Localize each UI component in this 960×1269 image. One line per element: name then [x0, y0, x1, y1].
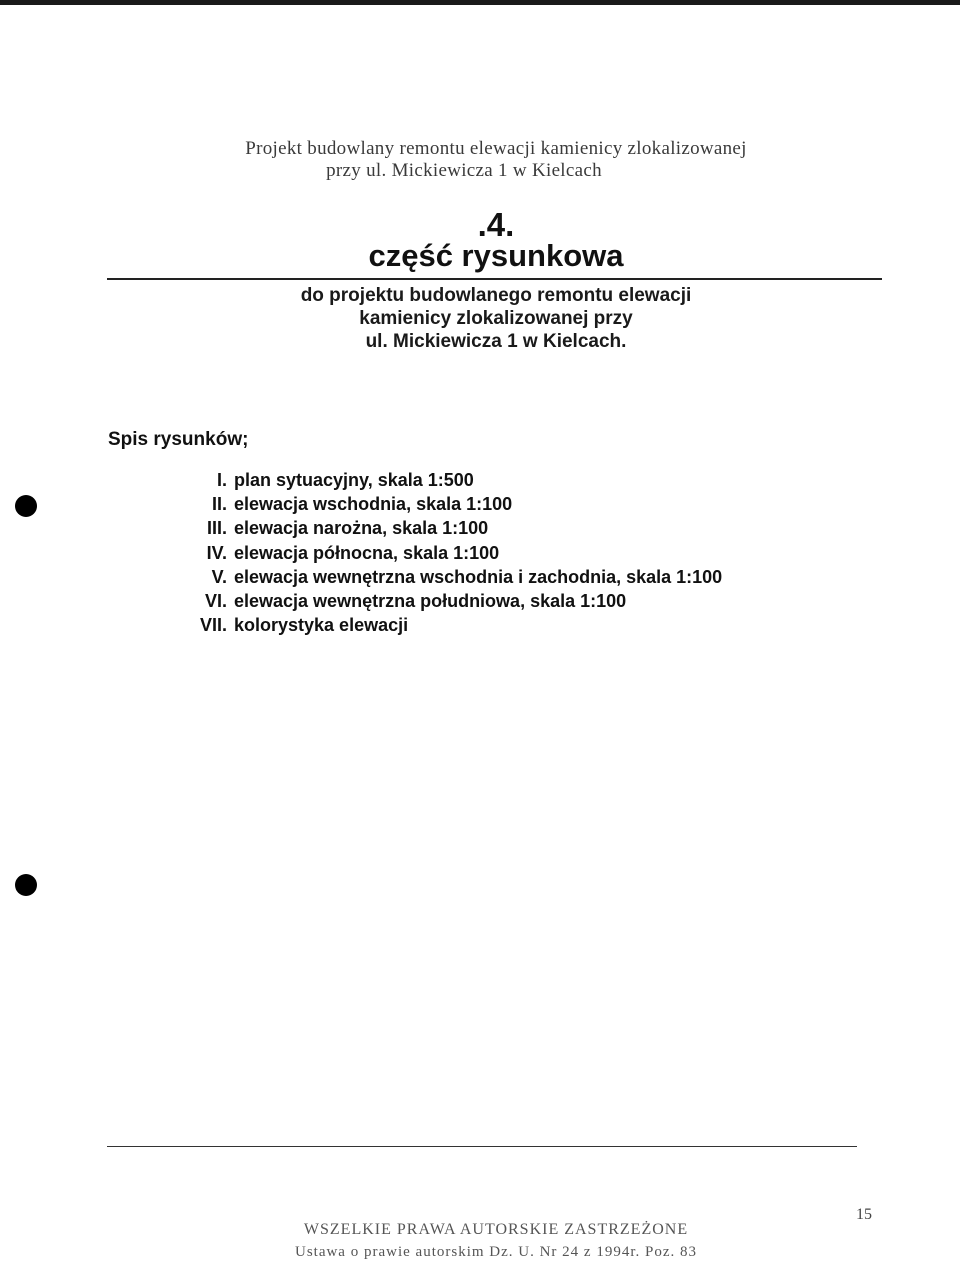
- binder-hole-mark-upper: [15, 495, 37, 517]
- drawing-label: elewacja narożna, skala 1:100: [234, 518, 489, 539]
- drawing-list-item: [150, 541, 722, 565]
- title-divider: [107, 278, 882, 280]
- drawing-label: elewacja północna, skala 1:100: [234, 542, 500, 563]
- drawing-number: VII.: [199, 615, 227, 636]
- drawings-list: [150, 468, 722, 638]
- drawing-list-item: [150, 614, 722, 638]
- project-header-line-1: Projekt budowlany remontu elewacji kamienicy zlokalizowanej: [245, 138, 747, 159]
- section-subtitle-line-1: do projektu budowlanego remontu elewacji: [300, 285, 692, 306]
- drawing-number: I.: [216, 469, 227, 490]
- copyright-law-reference: Ustawa o prawie autorskim Dz. U. Nr 24 z 1994r. Poz. 83: [294, 1244, 697, 1260]
- page-number: 15: [856, 1206, 872, 1223]
- project-header-line-2: przy ul. Mickiewicza 1 w Kielcach: [326, 160, 602, 181]
- drawing-number: V.: [211, 566, 227, 587]
- section-title: część rysunkowa: [368, 238, 624, 273]
- drawings-list-heading: Spis rysunków;: [108, 429, 249, 450]
- drawing-number: IV.: [206, 542, 227, 563]
- drawing-list-item: [150, 492, 722, 516]
- page-top-border: [0, 0, 960, 5]
- copyright-notice: WSZELKIE PRAWA AUTORSKIE ZASTRZEŻONE: [303, 1221, 689, 1238]
- section-subtitle-line-3: ul. Mickiewicza 1 w Kielcach.: [365, 331, 627, 352]
- drawing-number: VI.: [204, 591, 227, 612]
- drawing-list-item: [150, 565, 722, 589]
- footer-divider: [107, 1146, 857, 1147]
- drawing-list-item: [150, 589, 722, 613]
- drawing-list-item: [150, 468, 722, 492]
- section-number: .4.: [477, 206, 515, 243]
- drawing-number: II.: [211, 493, 227, 514]
- drawing-number: III.: [206, 518, 227, 539]
- drawing-list-item: [150, 517, 722, 541]
- drawing-label: elewacja wewnętrzna południowa, skala 1:100: [234, 591, 627, 612]
- section-subtitle-line-2: kamienicy zlokalizowanej przy: [359, 308, 633, 329]
- drawing-label: plan sytuacyjny, skala 1:500: [234, 469, 474, 490]
- drawing-label: elewacja wewnętrzna wschodnia i zachodnia, skala 1:100: [234, 566, 723, 587]
- drawing-label: kolorystyka elewacji: [234, 615, 409, 636]
- drawing-label: elewacja wschodnia, skala 1:100: [234, 493, 513, 514]
- binder-hole-mark-lower: [15, 874, 37, 896]
